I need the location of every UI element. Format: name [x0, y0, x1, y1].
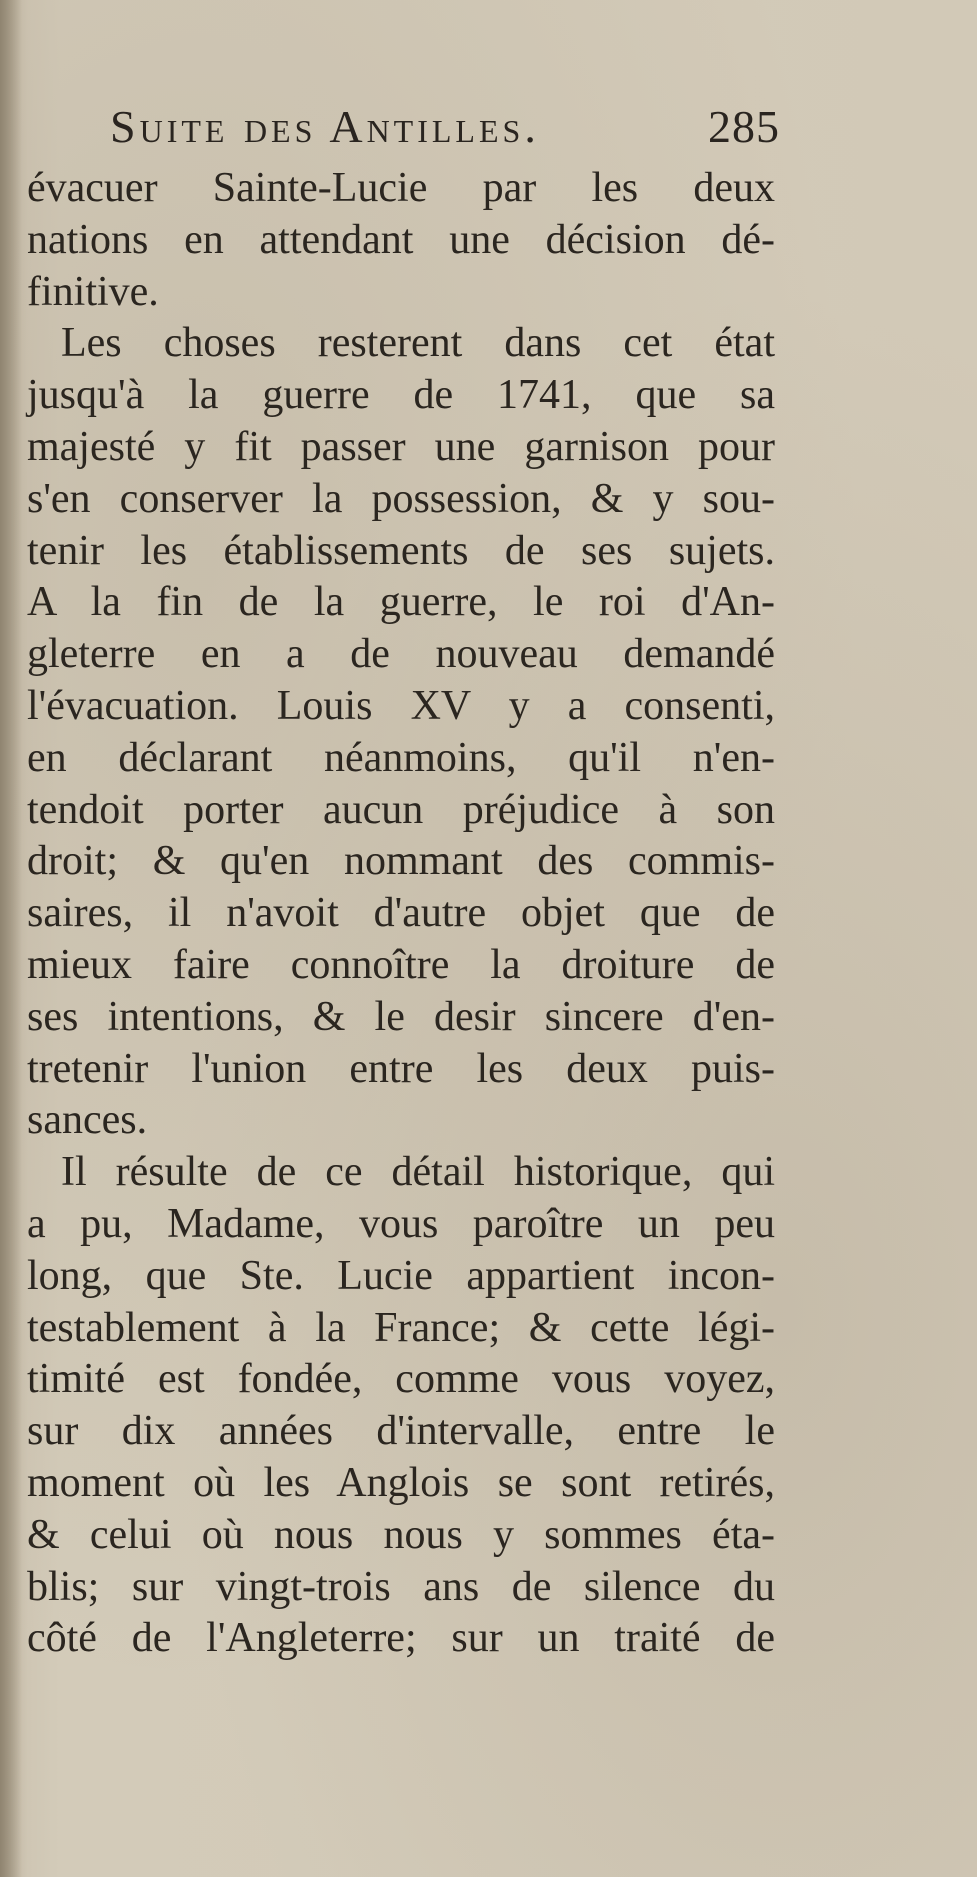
text-line: Il résulte de ce détail historique, qui [61, 1149, 775, 1196]
running-head [110, 100, 780, 160]
text-line: a pu, Madame, vous paroître un peu [27, 1200, 775, 1247]
text-line: tretenir l'union entre les deux puis- [27, 1045, 775, 1092]
text-line: & celui où nous nous y sommes éta- [27, 1511, 775, 1558]
text-line: mieux faire connoître la droiture de [27, 941, 775, 988]
text-line: sances. [27, 1097, 148, 1144]
text-line: moment où les Anglois se sont retirés, [27, 1459, 775, 1506]
text-line: majesté y fit passer une garnison pour [27, 423, 775, 470]
text-line: nations en attendant une décision dé- [27, 216, 775, 263]
text-line: long, que Ste. Lucie appartient incon- [27, 1252, 775, 1299]
text-line: testablement à la France; & cette légi- [27, 1304, 775, 1351]
text-line: côté de l'Angleterre; sur un traité de [27, 1615, 775, 1662]
text-line: en déclarant néanmoins, qu'il n'en- [27, 734, 775, 781]
text-line: s'en conserver la possession, & y sou- [27, 475, 775, 522]
body-text [27, 163, 775, 1665]
text-line: gleterre en a de nouveau demandé [27, 631, 775, 678]
text-line: timité est fondée, comme vous voyez, [27, 1356, 775, 1403]
text-line: sur dix années d'intervalle, entre le [27, 1408, 775, 1455]
text-line: blis; sur vingt-trois ans de silence du [27, 1563, 775, 1610]
text-line: Les choses resterent dans cet état [61, 320, 775, 367]
text-line: évacuer Sainte-Lucie par les deux [27, 165, 775, 211]
spine-shadow [0, 0, 22, 1877]
page-number: 285 [708, 101, 780, 152]
text-line: jusqu'à la guerre de 1741, que sa [27, 372, 775, 419]
text-line: A la fin de la guerre, le roi d'An- [27, 579, 775, 626]
running-head-title: Suite des Antilles. [110, 101, 540, 152]
text-line: finitive. [27, 268, 159, 315]
text-line: l'évacuation. Louis XV y a consenti, [27, 682, 775, 729]
text-line: droit; & qu'en nommant des commis- [27, 838, 775, 885]
text-line: tenir les établissements de ses sujets. [27, 527, 775, 574]
text-line: saires, il n'avoit d'autre objet que de [27, 890, 775, 937]
text-line: ses intentions, & le desir sincere d'en- [27, 993, 775, 1040]
text-line: tendoit porter aucun préjudice à son [27, 786, 775, 833]
